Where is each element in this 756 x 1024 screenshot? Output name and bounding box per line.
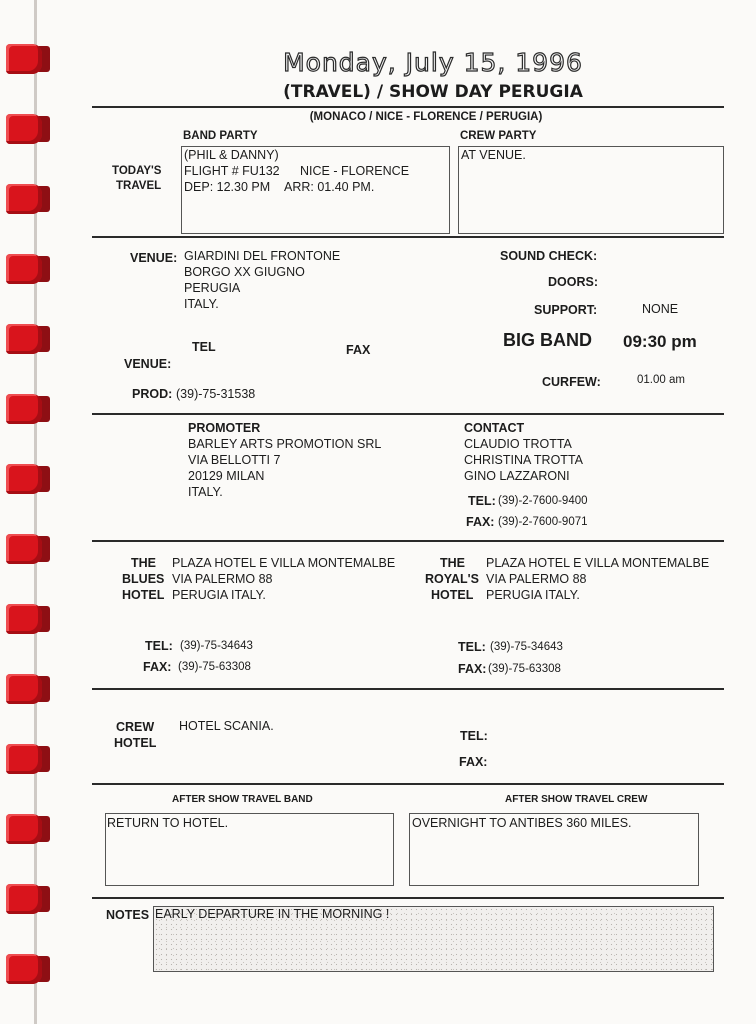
royals-tel: (39)-75-34643 — [490, 641, 563, 653]
binding-ring — [6, 742, 52, 776]
doors-label: DOORS: — [548, 275, 598, 289]
band-party-flight: FLIGHT # FU132 — [184, 164, 280, 178]
venue-fax-label: FAX — [346, 343, 371, 357]
binding-ring — [6, 952, 52, 986]
contact-name: GINO LAZZARONI — [464, 469, 570, 483]
band-party-line: (PHIL & DANNY) — [184, 148, 279, 162]
promoter-line: ITALY. — [188, 485, 223, 499]
promoter-tel: (39)-2-7600-9400 — [498, 495, 588, 507]
blues-fax: (39)-75-63308 — [178, 661, 251, 673]
blues-hotel-line: VIA PALERMO 88 — [172, 572, 273, 586]
divider — [92, 688, 724, 690]
band-party-label: BAND PARTY — [183, 130, 258, 142]
crew-hotel-fax-label: FAX: — [459, 755, 488, 769]
prod-label: PROD: — [132, 387, 173, 401]
promoter-fax-label: FAX: — [466, 515, 495, 529]
page-title: (TRAVEL) / SHOW DAY PERUGIA — [283, 82, 583, 102]
binding-spine — [34, 0, 37, 1024]
binding-ring — [6, 182, 52, 216]
binding-ring — [6, 812, 52, 846]
binding-ring — [6, 882, 52, 916]
promoter-label: PROMOTER — [188, 421, 261, 435]
royals-hotel-line: PLAZA HOTEL E VILLA MONTEMALBE — [486, 556, 710, 570]
contact-label: CONTACT — [464, 421, 525, 435]
curfew-value: 01.00 am — [637, 374, 685, 386]
blues-hotel-label: HOTEL — [122, 588, 165, 602]
band-party-arrival: ARR: 01.40 PM. — [284, 180, 375, 194]
promoter-line: BARLEY ARTS PROMOTION SRL — [188, 437, 382, 451]
binding-ring — [6, 602, 52, 636]
divider — [92, 106, 724, 108]
divider — [92, 413, 724, 415]
after-show-crew-label: AFTER SHOW TRAVEL CREW — [505, 794, 648, 805]
royals-hotel-line: VIA PALERMO 88 — [486, 572, 587, 586]
crew-party-label: CREW PARTY — [460, 130, 537, 142]
blues-fax-label: FAX: — [143, 660, 172, 674]
crew-party-line: AT VENUE. — [461, 148, 526, 162]
venue-address-line: GIARDINI DEL FRONTONE — [184, 249, 341, 263]
todays-travel-label: TRAVEL — [116, 180, 162, 192]
divider — [92, 540, 724, 542]
promoter-tel-label: TEL: — [468, 494, 496, 508]
royals-fax: (39)-75-63308 — [488, 663, 561, 675]
promoter-fax: (39)-2-7600-9071 — [498, 516, 588, 528]
divider — [92, 783, 724, 785]
prod-phone: (39)-75-31538 — [176, 387, 256, 401]
crew-hotel-label: CREW — [116, 720, 155, 734]
support-value: NONE — [642, 302, 679, 316]
crew-hotel-name: HOTEL SCANIA. — [179, 719, 274, 733]
contact-name: CLAUDIO TROTTA — [464, 437, 572, 451]
binding-ring — [6, 322, 52, 356]
crew-hotel-tel-label: TEL: — [460, 729, 488, 743]
promoter-line: VIA BELLOTTI 7 — [188, 453, 281, 467]
venue-label: VENUE: — [130, 251, 178, 265]
royals-tel-label: TEL: — [458, 640, 486, 654]
royals-hotel-line: PERUGIA ITALY. — [486, 588, 580, 602]
curfew-label: CURFEW: — [542, 375, 601, 389]
venue-address-line: ITALY. — [184, 297, 219, 311]
blues-hotel-line: PLAZA HOTEL E VILLA MONTEMALBE — [172, 556, 396, 570]
binding-ring — [6, 672, 52, 706]
band-party-route: NICE - FLORENCE — [300, 164, 410, 178]
blues-hotel-label: BLUES — [122, 572, 165, 586]
divider — [92, 897, 724, 899]
divider — [92, 236, 724, 238]
binding-ring — [6, 252, 52, 286]
todays-travel-label: TODAY'S — [112, 165, 162, 177]
venue-address-line: PERUGIA — [184, 281, 241, 295]
after-show-band-value: RETURN TO HOTEL. — [107, 816, 229, 830]
venue-address-line: BORGO XX GIUGNO — [184, 265, 305, 279]
headliner-time: 09:30 pm — [623, 332, 697, 351]
after-show-band-label: AFTER SHOW TRAVEL BAND — [172, 794, 313, 805]
page-date: Monday, July 15, 1996 — [283, 48, 583, 77]
binding-ring — [6, 462, 52, 496]
promoter-line: 20129 MILAN — [188, 469, 265, 483]
binding-ring — [6, 392, 52, 426]
venue-tel-label: TEL — [192, 340, 216, 354]
contact-name: CHRISTINA TROTTA — [464, 453, 583, 467]
support-label: SUPPORT: — [534, 303, 598, 317]
notes-label: NOTES — [106, 908, 150, 922]
royals-hotel-label: THE — [440, 556, 465, 570]
venue-second-label: VENUE: — [124, 357, 172, 371]
band-party-departure: DEP: 12.30 PM — [184, 180, 271, 194]
binding-ring — [6, 532, 52, 566]
route-subtitle: (MONACO / NICE - FLORENCE / PERUGIA) — [309, 111, 543, 123]
royals-fax-label: FAX: — [458, 662, 487, 676]
after-show-crew-value: OVERNIGHT TO ANTIBES 360 MILES. — [412, 816, 632, 830]
headliner-label: BIG BAND — [503, 330, 592, 350]
sound-check-label: SOUND CHECK: — [500, 249, 598, 263]
blues-tel: (39)-75-34643 — [180, 640, 253, 652]
crew-hotel-label: HOTEL — [114, 736, 157, 750]
notes-value: EARLY DEPARTURE IN THE MORNING ! — [155, 907, 390, 921]
royals-hotel-label: HOTEL — [431, 588, 474, 602]
blues-tel-label: TEL: — [145, 639, 173, 653]
blues-hotel-line: PERUGIA ITALY. — [172, 588, 266, 602]
blues-hotel-label: THE — [131, 556, 156, 570]
royals-hotel-label: ROYAL'S — [425, 572, 479, 586]
